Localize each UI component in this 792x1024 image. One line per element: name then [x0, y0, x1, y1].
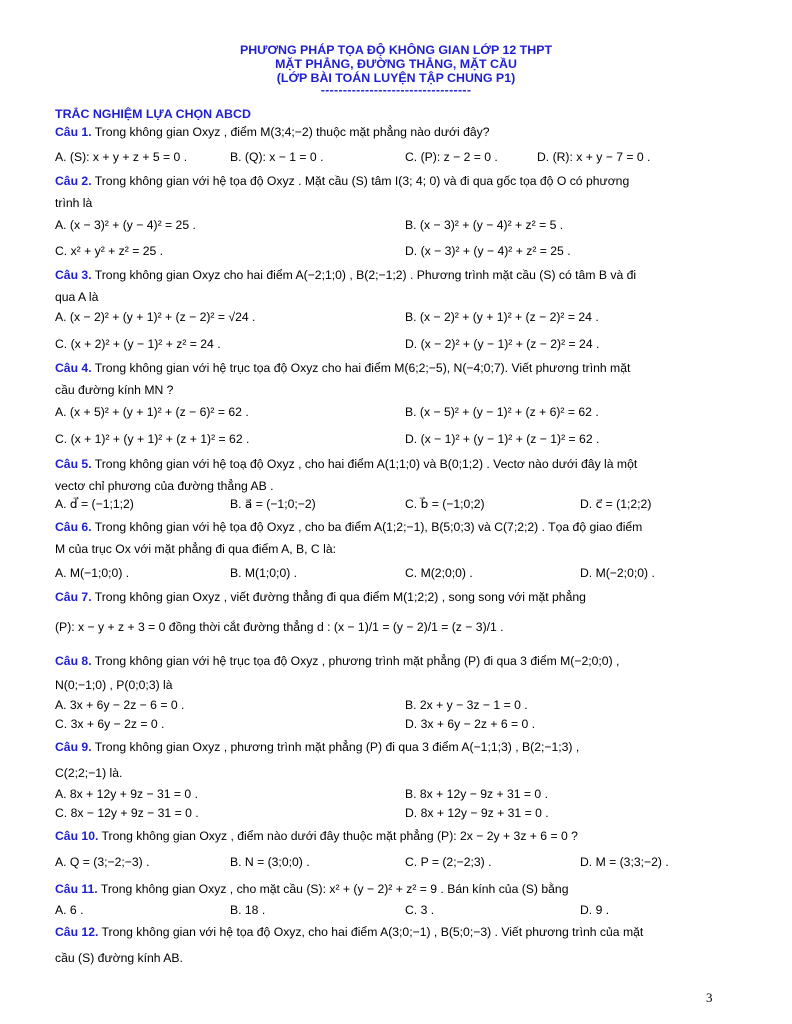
question-8: [55, 650, 723, 696]
question-text: Trong không gian với hệ tọa độ Oxyz, cho hai điểm A(3;0;−1) , B(5;0;−3) . Viết phương trình của mặt: [101, 925, 644, 939]
option-a[interactable]: A. (x + 5)² + (y + 1)² + (z − 6)² = 62 .: [55, 405, 249, 419]
option-c[interactable]: C. (P): z − 2 = 0 .: [405, 150, 498, 164]
option-a[interactable]: A. Q = (3;−2;−3) .: [55, 855, 150, 869]
options-q11: [55, 899, 723, 921]
option-c[interactable]: C. M(2;0;0) .: [405, 566, 473, 580]
options-q4-row1: [55, 401, 723, 423]
question-1: [55, 121, 723, 143]
question-text: Trong không gian Oxyz , phương trình mặt phẳng (P) đi qua 3 điểm A(−1;1;3) , B(2;−1;3) ,: [94, 740, 580, 754]
question-number: Câu 7.: [55, 590, 92, 604]
options-q9-row2: [55, 802, 723, 824]
question-text-cont: vectơ chỉ phương của đường thẳng AB .: [55, 479, 274, 493]
option-b[interactable]: B. (Q): x − 1 = 0 .: [230, 150, 324, 164]
section-title: TRẮC NGHIỆM LỰA CHỌN ABCD: [55, 107, 251, 121]
option-c[interactable]: C. b⃗ = (−1;0;2): [405, 497, 485, 511]
option-c[interactable]: C. 3x + 6y − 2z = 0 .: [55, 717, 165, 731]
header-line-2: MẶT PHẲNG, ĐƯỜNG THẲNG, MẶT CẦU: [275, 57, 517, 71]
option-b[interactable]: B. N = (3;0;0) .: [230, 855, 310, 869]
header-line-1: PHƯƠNG PHÁP TỌA ĐỘ KHÔNG GIAN LỚP 12 THPT: [239, 43, 553, 57]
question-number: Câu 12.: [55, 925, 99, 939]
question-text-cont: N(0;−1;0) , P(0;0;3) là: [55, 678, 173, 692]
question-12: [55, 921, 723, 969]
option-c[interactable]: C. (x + 2)² + (y − 1)² + z² = 24 .: [55, 337, 221, 351]
option-b[interactable]: B. (x − 3)² + (y − 4)² + z² = 5 .: [405, 218, 564, 232]
options-q4-row2: [55, 428, 723, 450]
option-a[interactable]: A. (S): x + y + z + 5 = 0 .: [55, 150, 188, 164]
options-q8-row2: [55, 713, 723, 735]
options-q2-row2: [55, 240, 723, 262]
option-d[interactable]: D. M(−2;0;0) .: [580, 566, 655, 580]
question-text-cont: (P): x − y + z + 3 = 0 đồng thời cắt đường thẳng d : (x − 1)/1 = (y − 2)/1 = (z − 3)/1 .: [55, 620, 504, 634]
option-d[interactable]: D. 9 .: [580, 903, 610, 917]
question-text: Trong không gian với hệ tọa độ Oxyz . Mặt cầu (S) tâm I(3; 4; 0) và đi qua gốc tọa độ O có phương: [94, 174, 630, 188]
option-a[interactable]: A. d⃗ = (−1;1;2): [55, 497, 134, 511]
question-text: Trong không gian với hệ tọa độ Oxyz , cho ba điểm A(1;2;−1), B(5;0;3) và C(7;2;2) . Tọa độ giao điểm: [94, 520, 643, 534]
page-number: 3: [706, 990, 713, 1005]
option-d[interactable]: D. M = (3;3;−2) .: [580, 855, 669, 869]
question-text: Trong không gian với hệ toạ độ Oxyz , cho hai điểm A(1;1;0) và B(0;1;2) . Vectơ nào dưới đây là một: [94, 457, 638, 471]
question-5: [55, 453, 723, 497]
question-11: [55, 878, 723, 900]
option-d[interactable]: D. (x − 2)² + (y − 1)² + (z − 2)² = 24 .: [405, 337, 600, 351]
question-text: Trong không gian với hệ trục tọa độ Oxyz cho hai điểm M(6;2;−5), N(−4;0;7). Viết phương trình mặt: [94, 361, 631, 375]
option-b[interactable]: B. a⃗ = (−1;0;−2): [230, 497, 316, 511]
question-text: Trong không gian với hệ trục tọa độ Oxyz , phương trình mặt phẳng (P) đi qua 3 điểm M(−2;0;0) ,: [94, 654, 620, 668]
question-number: Câu 8.: [55, 654, 92, 668]
options-q6: [55, 562, 723, 584]
option-d[interactable]: D. 8x + 12y − 9z + 31 = 0 .: [405, 806, 549, 820]
question-text-cont: M của trục Ox với mặt phẳng đi qua điểm A, B, C là:: [55, 542, 336, 556]
options-q3-row2: [55, 333, 723, 355]
question-text: Trong không gian Oxyz , điểm nào dưới đây thuộc mặt phẳng (P): 2x − 2y + 3z + 6 = 0 ?: [101, 829, 578, 843]
options-q10: [55, 851, 723, 873]
options-q2-row1: [55, 214, 723, 236]
question-4: [55, 357, 723, 401]
question-number: Câu 5.: [55, 457, 92, 471]
option-c[interactable]: C. 3 .: [405, 903, 435, 917]
question-number: Câu 2.: [55, 174, 92, 188]
question-number: Câu 3.: [55, 268, 92, 282]
question-text-cont: C(2;2;−1) là.: [55, 766, 123, 780]
question-number: Câu 11.: [55, 882, 98, 896]
question-text: Trong không gian Oxyz , điểm M(3;4;−2) thuộc mặt phẳng nào dưới đây?: [94, 125, 490, 139]
header-line-4: ----------------------------------: [320, 83, 472, 97]
question-10: [55, 825, 723, 847]
header-line-3: (LỚP BÀI TOÁN LUYỆN TẬP CHUNG P1): [276, 71, 516, 85]
option-a[interactable]: A. M(−1;0;0) .: [55, 566, 130, 580]
question-2: [55, 170, 723, 214]
option-d[interactable]: D. 3x + 6y − 2z + 6 = 0 .: [405, 717, 536, 731]
question-number: Câu 1.: [55, 125, 92, 139]
question-text: Trong không gian Oxyz , viết đường thẳng đi qua điểm M(1;2;2) , song song với mặt phẳng: [94, 590, 586, 604]
option-a[interactable]: A. (x − 2)² + (y + 1)² + (z − 2)² = √24 .: [55, 310, 256, 324]
question-number: Câu 9.: [55, 740, 92, 754]
option-a[interactable]: A. 3x + 6y − 2z − 6 = 0 .: [55, 698, 185, 712]
option-a[interactable]: A. 6 .: [55, 903, 84, 917]
option-b[interactable]: B. (x − 5)² + (y − 1)² + (z + 6)² = 62 .: [405, 405, 599, 419]
option-b[interactable]: B. M(1;0;0) .: [230, 566, 298, 580]
question-text: Trong không gian Oxyz cho hai điểm A(−2;1;0) , B(2;−1;2) . Phương trình mặt cầu (S) có tâm B và đi: [94, 268, 637, 282]
option-a[interactable]: A. 8x + 12y + 9z − 31 = 0 .: [55, 787, 198, 801]
option-d[interactable]: D. (R): x + y − 7 = 0 .: [537, 150, 651, 164]
option-c[interactable]: C. x² + y² + z² = 25 .: [55, 244, 164, 258]
question-number: Câu 6.: [55, 520, 92, 534]
option-b[interactable]: B. 8x + 12y − 9z + 31 = 0 .: [405, 787, 548, 801]
question-9: [55, 736, 723, 784]
question-7: [55, 586, 723, 638]
option-a[interactable]: A. (x − 3)² + (y − 4)² = 25 .: [55, 218, 196, 232]
option-d[interactable]: D. (x − 1)² + (y − 1)² + (z − 1)² = 62 .: [405, 432, 600, 446]
option-b[interactable]: B. 2x + y − 3z − 1 = 0 .: [405, 698, 528, 712]
question-text-cont: trình là: [55, 196, 93, 210]
option-c[interactable]: C. (x + 1)² + (y + 1)² + (z + 1)² = 62 .: [55, 432, 250, 446]
option-d[interactable]: D. c⃗ = (1;2;2): [580, 497, 652, 511]
question-3: [55, 264, 723, 308]
question-text-cont: cầu (S) đường kính AB.: [55, 951, 183, 965]
option-c[interactable]: C. 8x − 12y + 9z − 31 = 0 .: [55, 806, 199, 820]
question-number: Câu 4.: [55, 361, 92, 375]
option-c[interactable]: C. P = (2;−2;3) .: [405, 855, 492, 869]
options-q5: [55, 493, 723, 515]
option-d[interactable]: D. (x − 3)² + (y − 4)² + z² = 25 .: [405, 244, 571, 258]
option-b[interactable]: B. (x − 2)² + (y + 1)² + (z − 2)² = 24 .: [405, 310, 599, 324]
document-header: [0, 43, 792, 95]
question-number: Câu 10.: [55, 829, 99, 843]
options-q1: [55, 146, 723, 168]
question-6: [55, 516, 723, 560]
question-text-cont: cầu đường kính MN ?: [55, 383, 174, 397]
question-text-cont: qua A là: [55, 290, 99, 304]
question-text: Trong không gian Oxyz , cho mặt cầu (S): x² + (y − 2)² + z² = 9 . Bán kính của (S) bằng: [100, 882, 569, 896]
options-q3-row1: [55, 306, 723, 328]
option-b[interactable]: B. 18 .: [230, 903, 266, 917]
